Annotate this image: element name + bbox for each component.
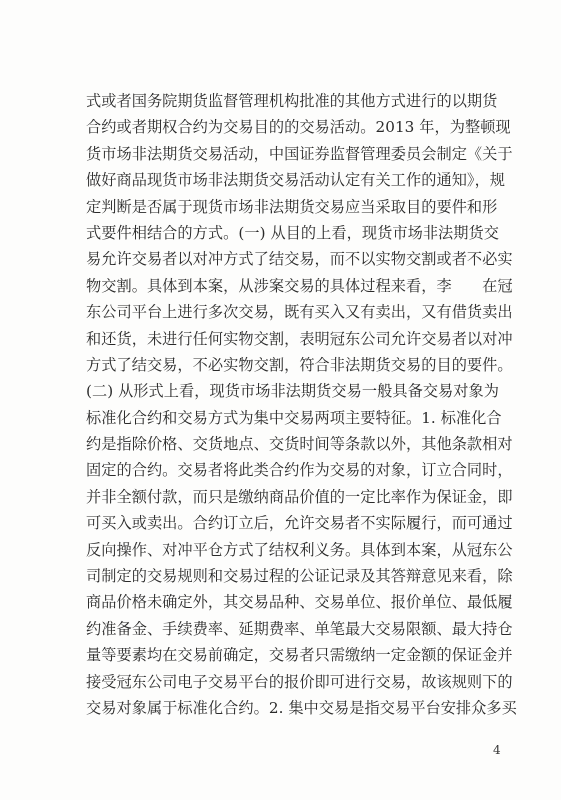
text-line: 定判断是否属于现货市场非法期货交易应当采取目的要件和形 xyxy=(86,197,498,216)
text-line: 和还货，未进行任何实物交割，表明冠东公司允许交易者以对冲 xyxy=(86,329,513,348)
text-line: 东公司平台上进行多次交易，既有买入又有卖出，又有借货卖出 xyxy=(86,303,513,322)
text-line: 固定的合约。交易者将此类合约作为交易的对象，订立合同时， xyxy=(86,461,513,480)
text-line: (二) 从形式上看，现货市场非法期货交易一般具备交易对象为 xyxy=(86,382,500,401)
text-line: 货市场非法期货交易活动，中国证券监督管理委员会制定《关于 xyxy=(86,144,513,163)
text-line: 反向操作、对冲平仓方式了结权利义务。具体到本案，从冠东公 xyxy=(86,540,513,559)
text-line: 易允许交易者以对冲方式了结交易，而不以实物交割或者不必实 xyxy=(86,250,513,269)
text-line: 约是指除价格、交货地点、交货时间等条款以外，其他条款相对 xyxy=(86,435,513,454)
text-line: 可买入或卖出。合约订立后，允许交易者不实际履行，而可通过 xyxy=(86,514,513,533)
text-line: 方式了结交易，不必实物交割，符合非法期货交易的目的要件。 xyxy=(86,355,513,374)
page-number: 4 xyxy=(493,743,501,757)
text-line: 式要件相结合的方式。(一) 从目的上看，现货市场非法期货交 xyxy=(86,223,500,242)
text-line: 合约或者期权合约为交易目的的交易活动。2013 年，为整顿现 xyxy=(86,118,511,137)
text-line: 标准化合约和交易方式为集中交易两项主要特征。1. 标准化合 xyxy=(86,408,502,427)
text-line: 做好商品现货市场非法期货交易活动认定有关工作的通知》，规 xyxy=(86,171,506,190)
text-line: 接受冠东公司电子交易平台的报价即可进行交易，故该规则下的 xyxy=(86,672,513,691)
text-line: 商品价格未确定外，其交易品种、交易单位、报价单位、最低履 xyxy=(86,593,513,612)
text-line: 交易对象属于标准化合约。2. 集中交易是指交易平台安排众多买 xyxy=(86,698,517,717)
text-line: 物交割。具体到本案，从涉案交易的具体过程来看，李 在冠 xyxy=(86,276,513,295)
text-line: 司制定的交易规则和交易过程的公证记录及其答辩意见来看，除 xyxy=(86,567,513,586)
text-line: 约准备金、手续费率、延期费率、单笔最大交易限额、最大持仓 xyxy=(86,619,513,638)
text-line: 式或者国务院期货监督管理机构批准的其他方式进行的以期货 xyxy=(86,92,498,110)
text-line: 并非全额付款，而只是缴纳商品价值的一定比率作为保证金，即 xyxy=(86,487,513,506)
body-text xyxy=(86,88,526,721)
text-line: 量等要素均在交易前确定，交易者只需缴纳一定金额的保证金并 xyxy=(86,646,513,665)
